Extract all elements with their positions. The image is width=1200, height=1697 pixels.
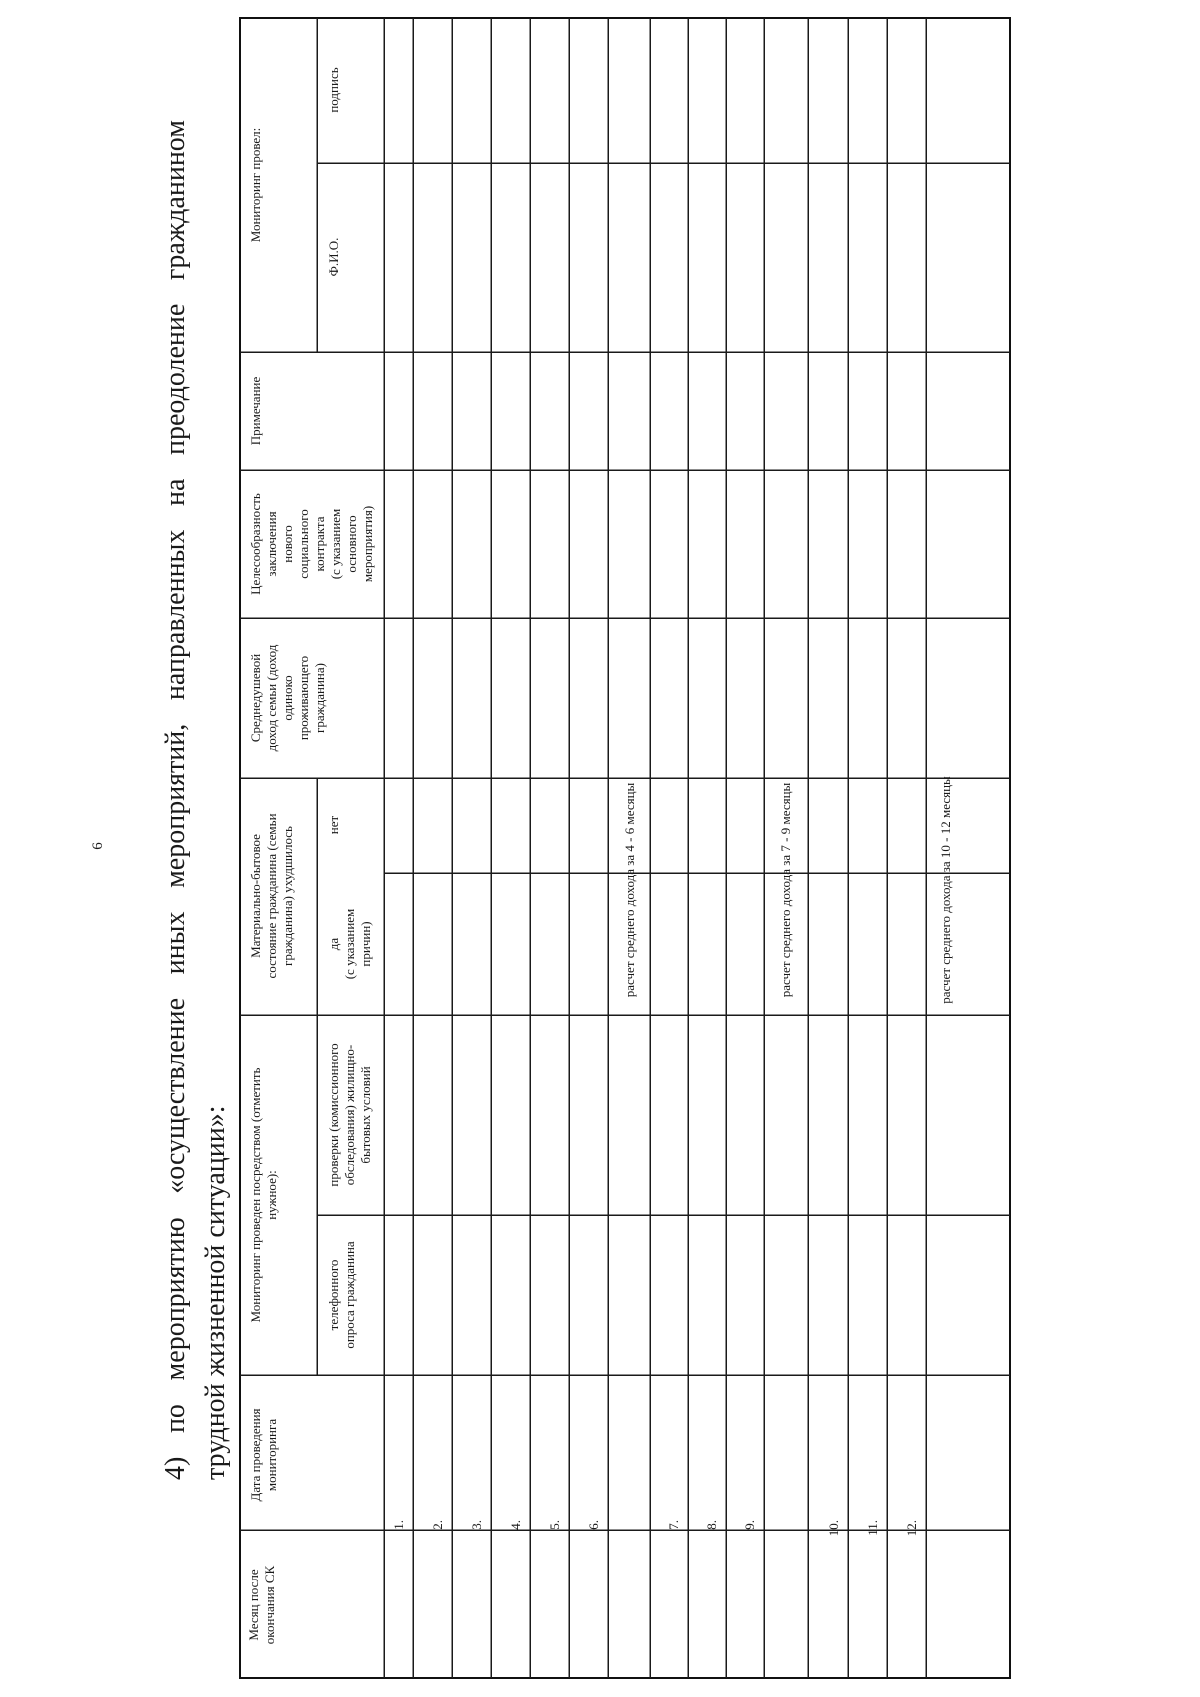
svg-text:телефонного: телефонного [326, 1259, 341, 1331]
svg-text:контракта: контракта [312, 516, 327, 572]
svg-text:Месяц после: Месяц после [246, 1569, 261, 1641]
svg-text:Мониторинг провел:: Мониторинг провел: [248, 127, 263, 243]
svg-text:Материально-бытовое: Материально-бытовое [248, 834, 263, 958]
header-month [246, 1565, 277, 1644]
svg-text:заключения: заключения [264, 511, 279, 577]
svg-text:Ф.И.О.: Ф.И.О. [326, 237, 341, 277]
svg-text:Целесообразность: Целесообразность [248, 493, 263, 595]
svg-text:опроса гражданина: опроса гражданина [342, 1241, 357, 1349]
svg-text:нового: нового [280, 525, 295, 563]
row-label-2: 2. [430, 1520, 445, 1530]
row-label-calc-4-6: расчет среднего дохода за 4 - 6 месяцы [622, 782, 637, 998]
row-label-11: 11. [865, 1520, 880, 1536]
svg-text:(с указанием: (с указанием [342, 908, 357, 980]
svg-text:(с указанием: (с указанием [328, 508, 343, 580]
header-fio [326, 238, 341, 277]
header-method-check [326, 1043, 373, 1186]
header-method-phone [326, 1241, 357, 1349]
page-number: 6 [90, 842, 106, 850]
svg-text:да: да [326, 937, 341, 951]
svg-text:состояние гражданина (семьи: состояние гражданина (семьи [264, 813, 279, 979]
section-title-line-2: трудной жизненной ситуации»: [200, 1105, 231, 1480]
row-label-calc-10-12: расчет среднего дохода за 10 - 12 месяцы [938, 776, 953, 1004]
svg-text:основного: основного [344, 515, 359, 573]
header-worsened [248, 813, 295, 978]
row-label-10: 10. [826, 1520, 841, 1537]
svg-text:причин): причин) [358, 921, 373, 967]
header-worsened-yes [326, 909, 373, 980]
svg-text:Дата проведения: Дата проведения [248, 1408, 263, 1502]
header-note [248, 377, 263, 446]
svg-text:нужное):: нужное): [264, 1170, 279, 1220]
svg-text:бытовых условий: бытовых условий [358, 1066, 373, 1164]
svg-text:проверки (комиссионного: проверки (комиссионного [326, 1043, 341, 1187]
svg-text:Среднедушевой: Среднедушевой [248, 653, 263, 743]
row-label-5: 5. [547, 1520, 562, 1530]
svg-text:проживающего: проживающего [296, 655, 311, 741]
row-label-calc-7-9: расчет среднего дохода за 7 - 9 месяцы [778, 782, 793, 998]
svg-text:нет: нет [326, 815, 341, 835]
svg-text:доход семьи (доход: доход семьи (доход [264, 644, 279, 752]
svg-text:Мониторинг проведен посредство: Мониторинг проведен посредством (отметить [248, 1067, 263, 1323]
row-label-3: 3. [469, 1520, 484, 1530]
header-signature [326, 67, 341, 112]
section-title-line-1: 4) по мероприятию «осуществление иных мероприятий, направленных на преодоление гражданином [160, 120, 191, 1480]
header-worsened-no [326, 815, 341, 834]
svg-text:социального: социального [296, 509, 311, 579]
svg-text:мероприятия): мероприятия) [360, 505, 375, 583]
row-label-7: 7. [666, 1520, 681, 1530]
row-label-8: 8. [704, 1520, 719, 1530]
header-method [248, 1067, 279, 1322]
row-label-4: 4. [508, 1520, 523, 1530]
svg-text:мониторинга: мониторинга [264, 1418, 279, 1492]
svg-text:обследования) жилищно-: обследования) жилищно- [342, 1044, 357, 1186]
svg-text:одиноко: одиноко [280, 675, 295, 721]
header-income [248, 644, 327, 751]
svg-text:гражданина) ухудшилось: гражданина) ухудшилось [280, 826, 295, 966]
svg-text:окончания СК: окончания СК [262, 1565, 277, 1645]
header-date [248, 1408, 279, 1501]
svg-text:Примечание: Примечание [248, 376, 263, 446]
row-label-6: 6. [586, 1520, 601, 1530]
header-expediency [248, 493, 375, 595]
svg-text:подпись: подпись [326, 67, 341, 113]
svg-text:гражданина): гражданина) [312, 663, 327, 733]
row-label-12: 12. [904, 1520, 919, 1537]
row-label-9: 9. [742, 1520, 757, 1530]
row-label-1: 1. [391, 1520, 406, 1530]
header-monitor-by [248, 128, 263, 243]
